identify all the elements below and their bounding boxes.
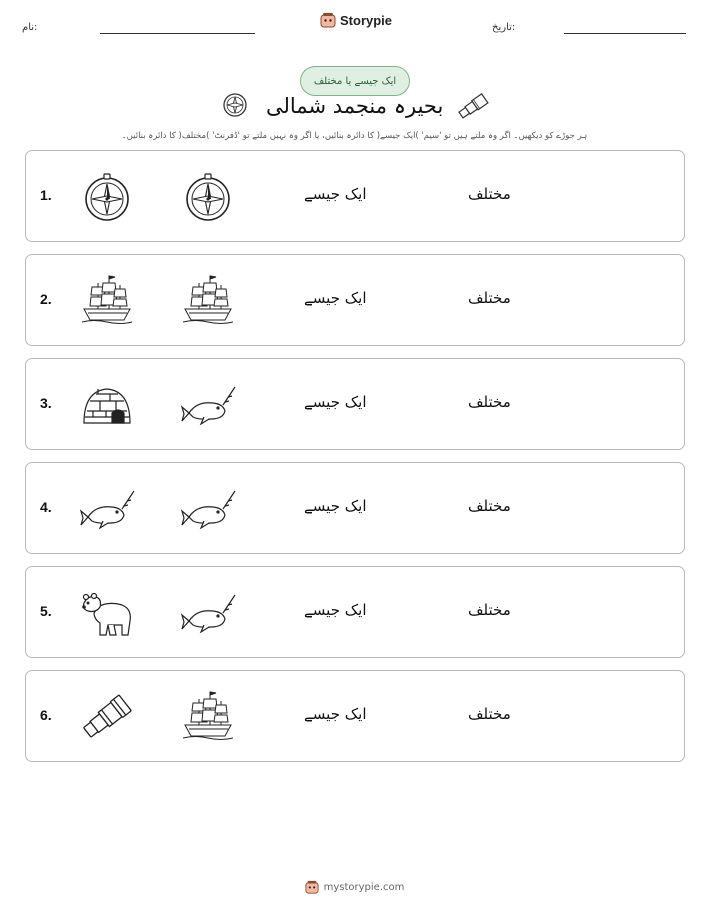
narwhal-icon	[179, 377, 237, 433]
footer-url: mystorypie.com	[323, 881, 405, 893]
question-row-2	[25, 254, 685, 346]
row-number: 1.	[40, 187, 52, 203]
different-option[interactable]: مختلف	[468, 705, 511, 723]
question-row-4	[25, 462, 685, 554]
page-title: بحیرہ منجمد شمالی	[266, 94, 444, 118]
telescope-icon	[78, 689, 136, 745]
row-number: 6.	[40, 707, 52, 723]
title-row	[0, 92, 709, 126]
compass-icon	[78, 169, 136, 225]
telescope-icon	[455, 92, 491, 124]
question-row-5	[25, 566, 685, 658]
same-option[interactable]: ایک جیسے	[304, 289, 367, 307]
different-option[interactable]: مختلف	[468, 601, 511, 619]
same-option[interactable]: ایک جیسے	[304, 497, 367, 515]
different-option[interactable]: مختلف	[468, 393, 511, 411]
narwhal-icon	[179, 481, 237, 537]
date-label: تاریخ:	[492, 22, 516, 33]
same-option[interactable]: ایک جیسے	[304, 185, 367, 203]
question-row-1	[25, 150, 685, 242]
row-number: 5.	[40, 603, 52, 619]
date-line	[564, 33, 686, 34]
brand-name: Storypie	[340, 12, 393, 28]
same-option[interactable]: ایک جیسے	[304, 601, 367, 619]
row-number: 2.	[40, 291, 52, 307]
brand-mascot-icon	[305, 880, 319, 894]
ship-icon	[179, 689, 237, 745]
same-option[interactable]: ایک جیسے	[304, 705, 367, 723]
worksheet-type-badge: ایک جیسے یا مختلف	[300, 66, 410, 96]
different-option[interactable]: مختلف	[468, 497, 511, 515]
row-number: 4.	[40, 499, 52, 515]
question-row-3	[25, 358, 685, 450]
narwhal-icon	[179, 585, 237, 641]
name-line	[100, 33, 255, 34]
brand-logo	[320, 12, 392, 28]
polar-bear-icon	[78, 585, 136, 641]
same-option[interactable]: ایک جیسے	[304, 393, 367, 411]
question-row-6	[25, 670, 685, 762]
row-number: 3.	[40, 395, 52, 411]
name-label: نام:	[22, 22, 38, 33]
igloo-icon	[78, 377, 136, 433]
narwhal-icon	[78, 481, 136, 537]
page-footer	[0, 880, 709, 894]
different-option[interactable]: مختلف	[468, 185, 511, 203]
different-option[interactable]: مختلف	[468, 289, 511, 307]
brand-mascot-icon	[320, 12, 336, 28]
ship-icon	[179, 273, 237, 329]
instructions-text: ہر جوڑے کو دیکھیں۔ اگر وہ ملتے ہیں تو 'سیم' )ایک جیسے( کا دائرہ بنائیں، یا اگر وہ نہیں ملتے تو 'ڈفرنٹ' )مختلف( کا دائرہ بنائیں۔	[121, 131, 588, 141]
compass-icon	[222, 92, 248, 122]
ship-icon	[78, 273, 136, 329]
compass-icon	[179, 169, 237, 225]
page-header	[0, 0, 709, 50]
